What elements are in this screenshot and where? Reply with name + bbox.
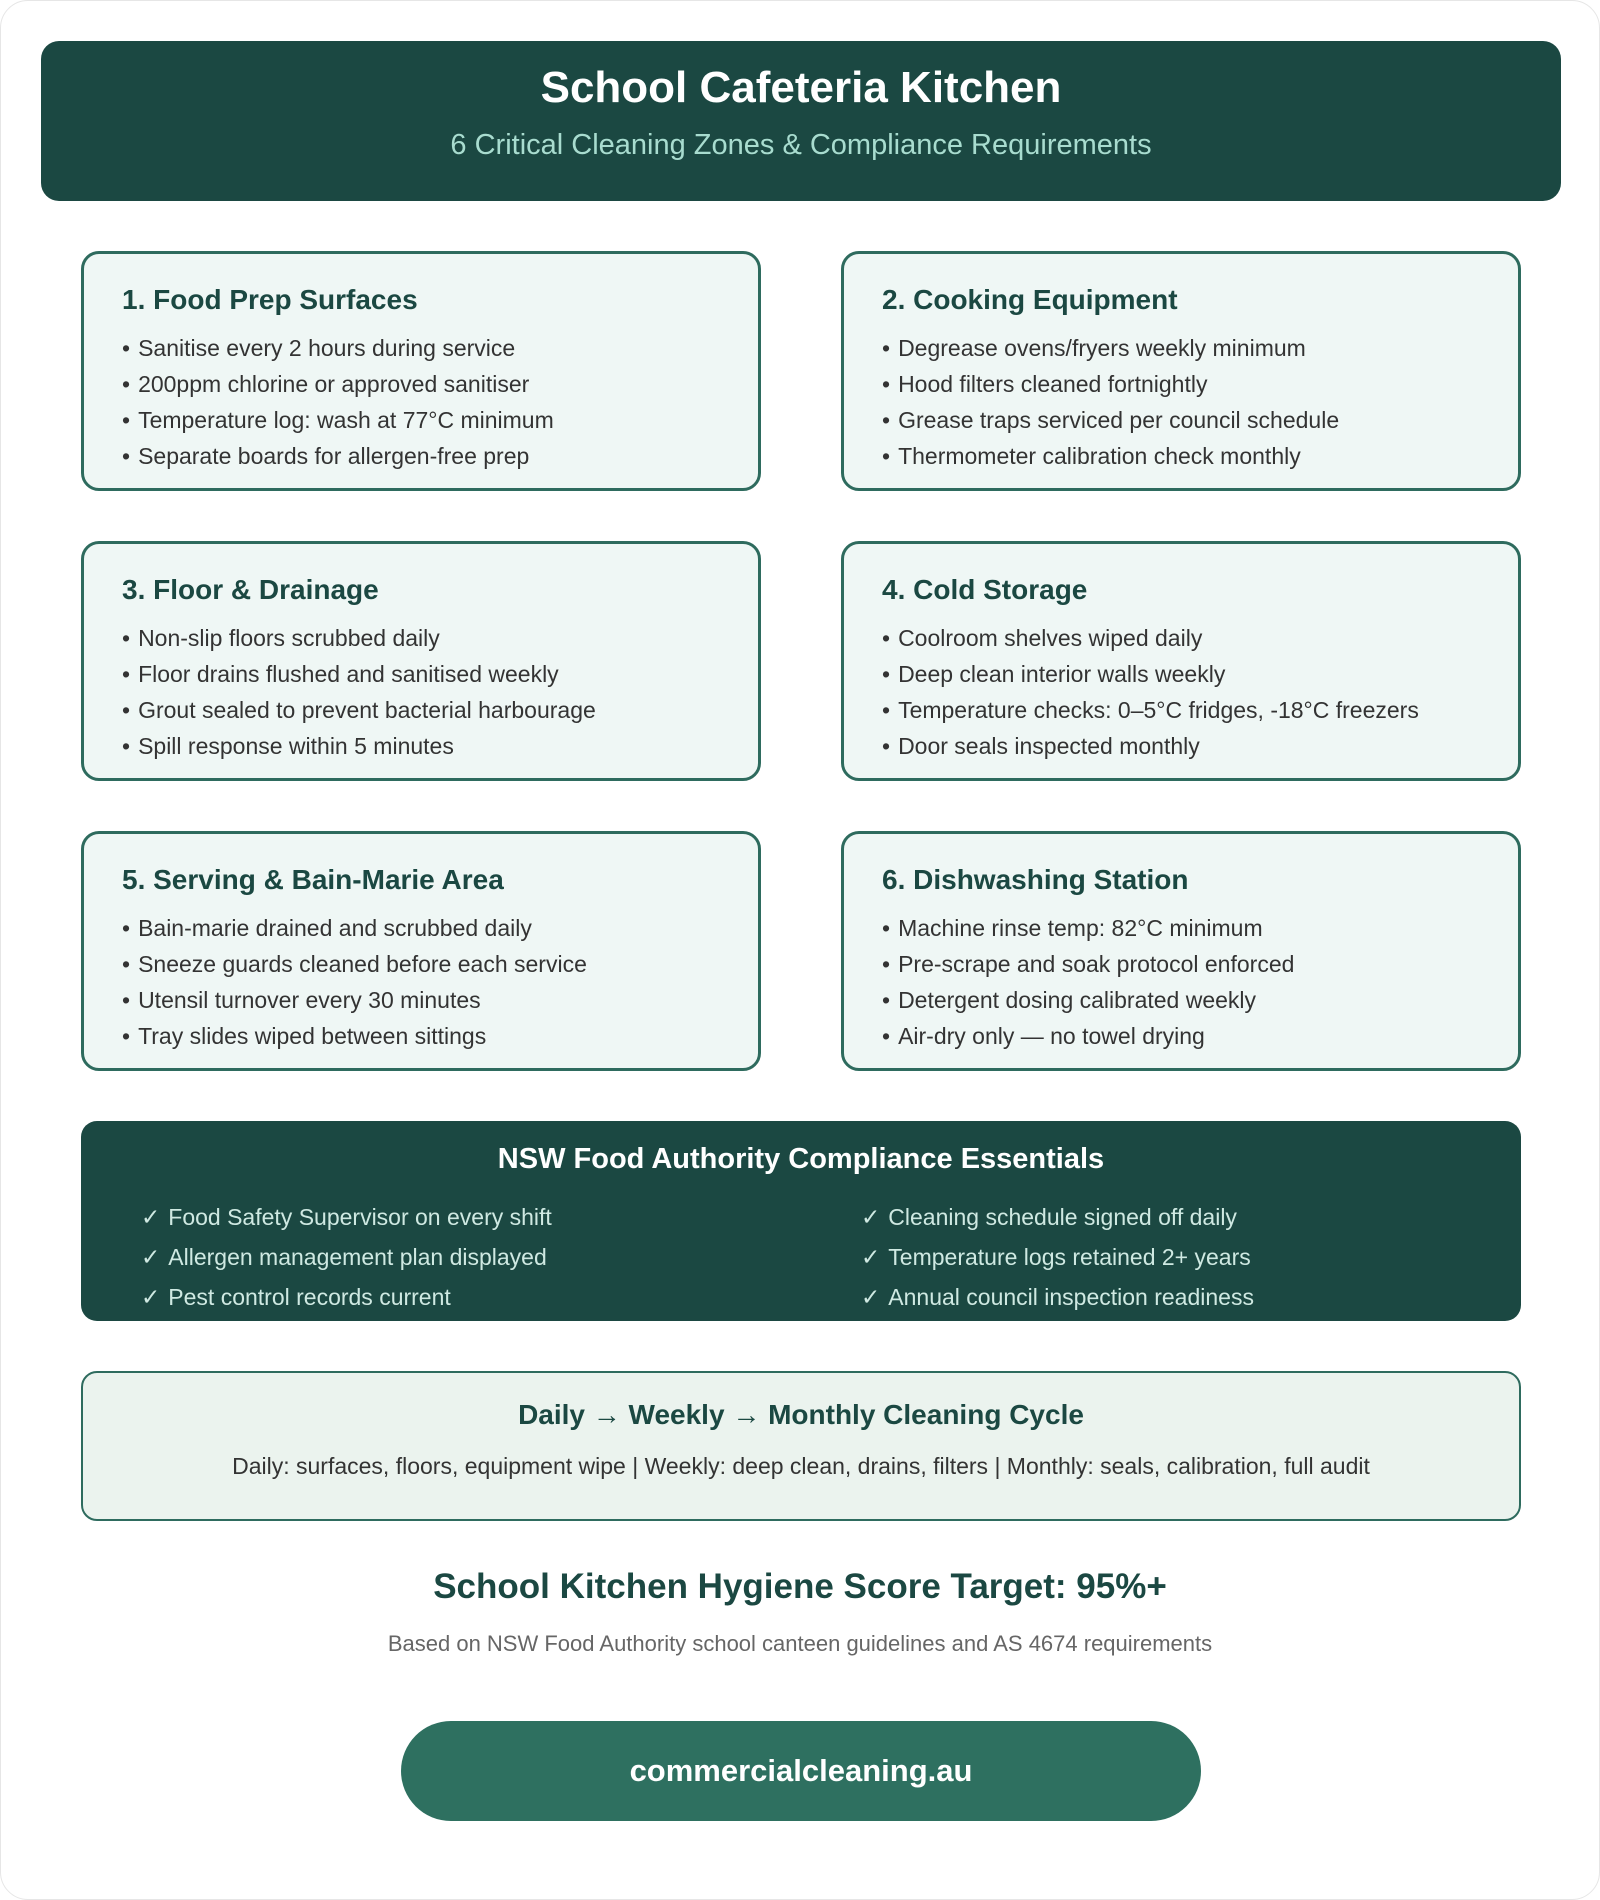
bullet-icon: • bbox=[122, 371, 131, 397]
bullet-icon: • bbox=[882, 371, 891, 397]
list-item: • Bain-marie drained and scrubbed daily bbox=[122, 915, 532, 941]
zone-list bbox=[882, 620, 1480, 764]
header-banner bbox=[41, 41, 1561, 201]
bullet-icon: • bbox=[882, 335, 891, 361]
bullet-icon: • bbox=[122, 661, 131, 687]
list-item: • Tray slides wiped between sittings bbox=[122, 1023, 487, 1049]
zone-title: 5. Serving & Bain-Marie Area bbox=[122, 864, 504, 895]
list-item: • Floor drains flushed and sanitised weekly bbox=[122, 661, 559, 687]
compliance-item: ✓ Pest control records current bbox=[141, 1284, 451, 1310]
bullet-icon: • bbox=[882, 1023, 891, 1049]
list-item: • Separate boards for allergen-free prep bbox=[122, 443, 530, 469]
list-item: • Detergent dosing calibrated weekly bbox=[882, 987, 1257, 1013]
check-icon: ✓ bbox=[861, 1204, 881, 1230]
cleaning-cycle-panel bbox=[81, 1371, 1521, 1521]
bullet-icon: • bbox=[122, 407, 131, 433]
zone-title: 3. Floor & Drainage bbox=[122, 574, 379, 605]
list-item: • Air-dry only — no towel drying bbox=[882, 1023, 1205, 1049]
list-item: • Utensil turnover every 30 minutes bbox=[122, 987, 481, 1013]
list-item: • Pre-scrape and soak protocol enforced bbox=[882, 951, 1295, 977]
hygiene-score-target: School Kitchen Hygiene Score Target: 95%+ bbox=[433, 1567, 1167, 1606]
compliance-item: ✓ Allergen management plan displayed bbox=[141, 1244, 547, 1270]
bullet-icon: • bbox=[882, 951, 891, 977]
compliance-list bbox=[141, 1197, 1521, 1317]
compliance-item: ✓ Temperature logs retained 2+ years bbox=[861, 1244, 1251, 1270]
compliance-item: ✓ Food Safety Supervisor on every shift bbox=[141, 1204, 552, 1230]
check-icon: ✓ bbox=[141, 1244, 161, 1270]
cycle-title: Daily → Weekly → Monthly Cleaning Cycle bbox=[518, 1399, 1084, 1430]
zone-card-food-prep bbox=[81, 251, 761, 491]
list-item: • Grease traps serviced per council schedule bbox=[882, 407, 1340, 433]
page-subtitle: 6 Critical Cleaning Zones & Compliance Requirements bbox=[450, 129, 1152, 161]
zone-list bbox=[882, 330, 1480, 474]
zone-card-dishwashing bbox=[841, 831, 1521, 1071]
zone-card-floor-drainage bbox=[81, 541, 761, 781]
compliance-title: NSW Food Authority Compliance Essentials bbox=[497, 1143, 1105, 1175]
bullet-icon: • bbox=[882, 625, 891, 651]
bullet-icon: • bbox=[882, 915, 891, 941]
list-item: • Thermometer calibration check monthly bbox=[882, 443, 1301, 469]
cycle-description: Daily: surfaces, floors, equipment wipe | Weekly: deep clean, drains, filters | Monthly: seals, calibration, full audit bbox=[232, 1453, 1370, 1479]
list-item: • Deep clean interior walls weekly bbox=[882, 661, 1226, 687]
hygiene-score-note: Based on NSW Food Authority school canteen guidelines and AS 4674 requirements bbox=[387, 1631, 1213, 1656]
bullet-icon: • bbox=[882, 697, 891, 723]
zone-title: 4. Cold Storage bbox=[882, 574, 1088, 605]
bullet-icon: • bbox=[122, 443, 131, 469]
zone-card-cooking-equipment bbox=[841, 251, 1521, 491]
zone-title: 2. Cooking Equipment bbox=[882, 284, 1178, 315]
list-item: • Coolroom shelves wiped daily bbox=[882, 625, 1203, 651]
check-icon: ✓ bbox=[141, 1204, 161, 1230]
bullet-icon: • bbox=[122, 697, 131, 723]
zone-list bbox=[122, 620, 720, 764]
list-item: • Hood filters cleaned fortnightly bbox=[882, 371, 1208, 397]
list-item: • Temperature log: wash at 77°C minimum bbox=[122, 407, 554, 433]
list-item: • Door seals inspected monthly bbox=[882, 733, 1200, 759]
zone-list bbox=[882, 910, 1480, 1054]
list-item: • Spill response within 5 minutes bbox=[122, 733, 454, 759]
bullet-icon: • bbox=[122, 733, 131, 759]
bullet-icon: • bbox=[882, 443, 891, 469]
list-item: • Machine rinse temp: 82°C minimum bbox=[882, 915, 1263, 941]
bullet-icon: • bbox=[122, 625, 131, 651]
zone-title: 6. Dishwashing Station bbox=[882, 864, 1189, 895]
bullet-icon: • bbox=[882, 733, 891, 759]
zone-list bbox=[122, 910, 720, 1054]
check-icon: ✓ bbox=[141, 1284, 161, 1310]
compliance-panel bbox=[81, 1121, 1521, 1321]
compliance-item: ✓ Cleaning schedule signed off daily bbox=[861, 1204, 1237, 1230]
list-item: • Sanitise every 2 hours during service bbox=[122, 335, 516, 361]
zone-list bbox=[122, 330, 720, 474]
bullet-icon: • bbox=[882, 987, 891, 1013]
check-icon: ✓ bbox=[861, 1284, 881, 1310]
list-item: • Temperature checks: 0–5°C fridges, -18°C freezers bbox=[882, 697, 1419, 723]
zone-card-cold-storage bbox=[841, 541, 1521, 781]
list-item: • Sneeze guards cleaned before each service bbox=[122, 951, 587, 977]
list-item: • 200ppm chlorine or approved sanitiser bbox=[122, 371, 530, 397]
compliance-item: ✓ Annual council inspection readiness bbox=[861, 1284, 1254, 1310]
bullet-icon: • bbox=[122, 335, 131, 361]
bullet-icon: • bbox=[882, 407, 891, 433]
bullet-icon: • bbox=[882, 661, 891, 687]
page-title: School Cafeteria Kitchen bbox=[540, 63, 1062, 112]
check-icon: ✓ bbox=[861, 1244, 881, 1270]
bullet-icon: • bbox=[122, 915, 131, 941]
bullet-icon: • bbox=[122, 951, 131, 977]
website-link-button[interactable]: commercialcleaning.au bbox=[401, 1721, 1201, 1821]
zone-title: 1. Food Prep Surfaces bbox=[122, 284, 418, 315]
list-item: • Degrease ovens/fryers weekly minimum bbox=[882, 335, 1306, 361]
list-item: • Non-slip floors scrubbed daily bbox=[122, 625, 440, 651]
bullet-icon: • bbox=[122, 1023, 131, 1049]
list-item: • Grout sealed to prevent bacterial harbourage bbox=[122, 697, 596, 723]
cleaning-zones-grid bbox=[81, 251, 1521, 1071]
bullet-icon: • bbox=[122, 987, 131, 1013]
zone-card-serving-bain-marie bbox=[81, 831, 761, 1071]
